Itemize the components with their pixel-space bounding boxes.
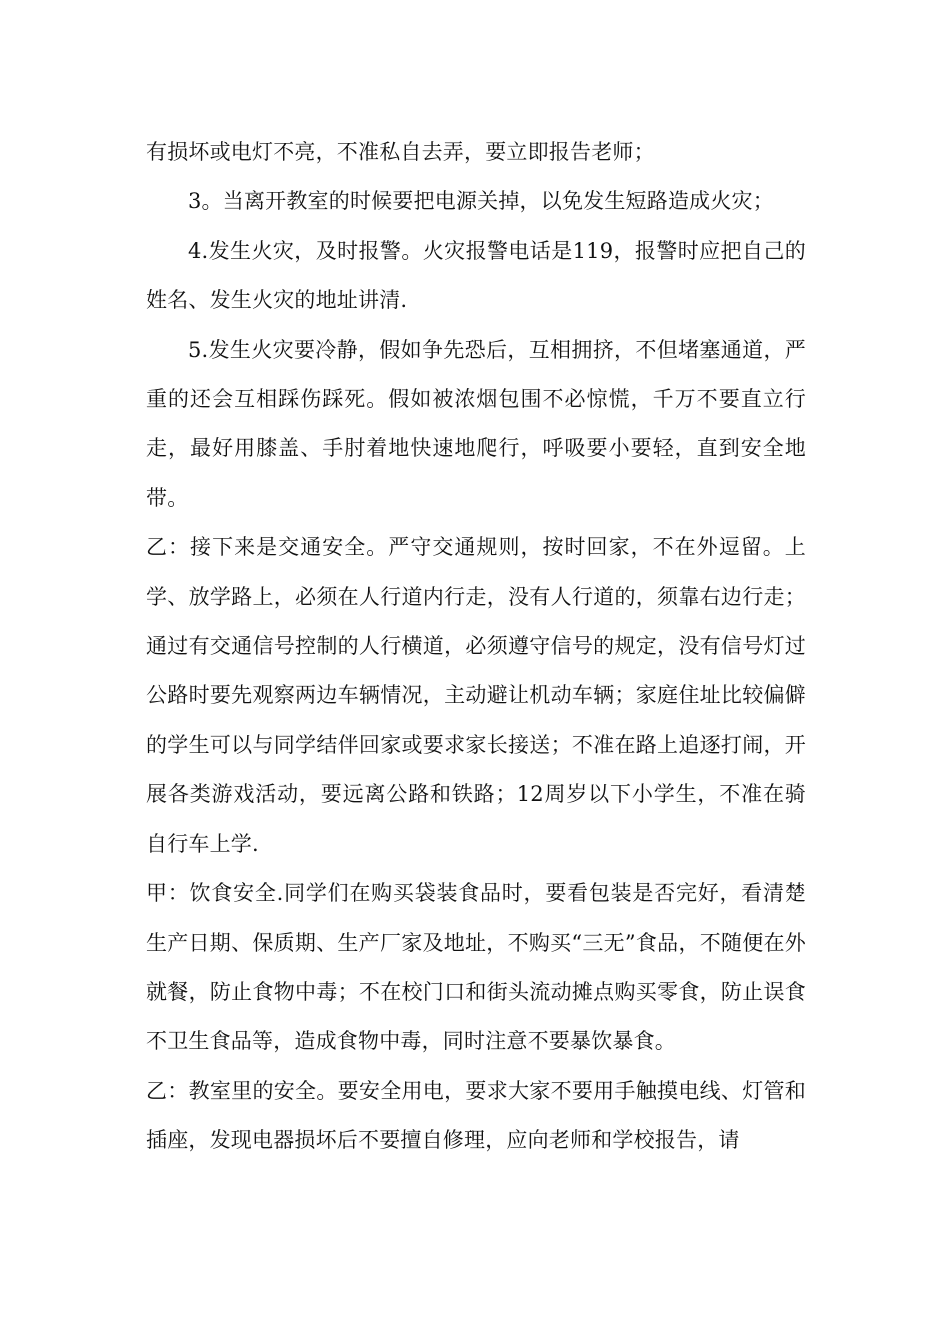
paragraph-item-5-fire-calm: 5.发生火灾要冷静，假如争先恐后，互相拥挤，不但堵塞通道，严重的还会互相踩伤踩死。假如被浓烟包围不必惊慌，千万不要直立行走，最好用膝盖、手肘着地快速地爬行，呼吸要小要轻，直到安全地带。 — [146, 337, 806, 510]
paragraph-electric-fault: 有损坏或电灯不亮，不准私自去弄，要立即报告老师； — [146, 140, 655, 164]
paragraph-item-3-power-off: 3。当离开教室的时候要把电源关掉，以免发生短路造成火灾； — [188, 189, 774, 214]
paragraph-traffic-safety: 乙：接下来是交通安全。严守交通规则，按时回家，不在外逗留。上学、放学路上，必须在人行道内行走，没有人行道的，须靠右边行走；通过有交通信号控制的人行横道，必须遵守信号的规定，没有信号灯过公路时要先观察两边车辆情况，主动避让机动车辆；家庭住址比较偏僻的学生可以与同学结伴回家或要求家长接送；不准在路上追逐打闹，开展各类游戏活动，要远离公路和铁路；12周岁以下小学生，不准在骑自行车上学. — [146, 535, 806, 856]
paragraph-food-safety: 甲：饮食安全.同学们在购买袋装食品时，要看包装是否完好，看清楚生产日期、保质期、生产厂家及地址，不购买“三无”食品，不随便在外就餐，防止食物中毒；不在校门口和街头流动摊点购买零食，防止误食不卫生食品等，造成食物中毒，同时注意不要暴饮暴食。 — [146, 881, 806, 1054]
paragraph-classroom-safety: 乙：教室里的安全。要安全用电，要求大家不要用手触摸电线、灯管和插座，发现电器损坏后不要擅自修理，应向老师和学校报告，请 — [146, 1078, 806, 1153]
document-body — [146, 128, 806, 1166]
paragraph-item-4-fire-alarm: 4.发生火灾，及时报警。火灾报警电话是119，报警时应把自己的姓名、发生火灾的地址讲清. — [146, 238, 806, 313]
